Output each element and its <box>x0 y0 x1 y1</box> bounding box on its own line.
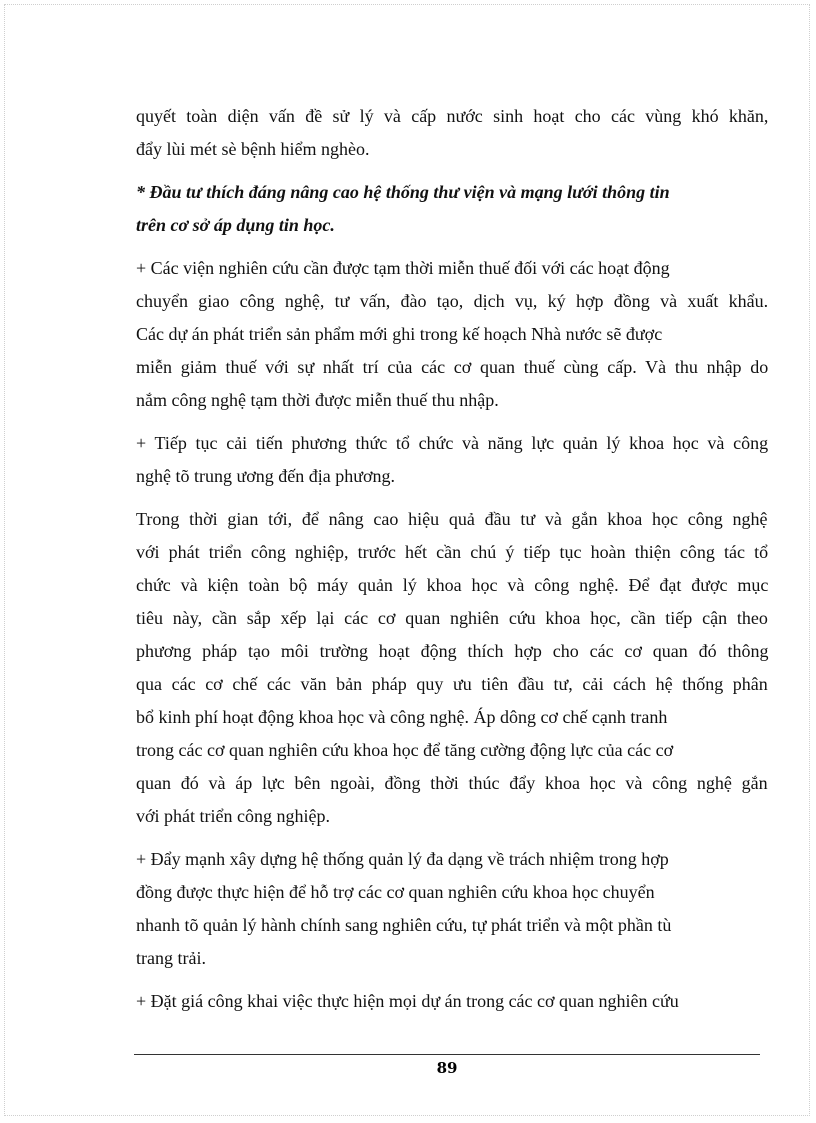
text-line: nắm công nghệ tạm thời được miễn thuế thu nhập. <box>136 390 499 410</box>
text-line: với phát triển công nghiệp, trước hết cần chú ý tiếp tục hoàn thiện công tác tổ <box>136 542 769 562</box>
text-line: phương pháp tạo môi trường hoạt động thích hợp cho các cơ quan đó thông <box>136 641 769 661</box>
text-line: chức và kiện toàn bộ máy quản lý khoa học và công nghệ. Để đạt được mục <box>136 575 769 595</box>
paragraph-5 <box>136 843 768 975</box>
text-line: Trong thời gian tới, để nâng cao hiệu quả đầu tư và gắn khoa học công nghệ <box>136 509 768 529</box>
text-line: trang trải. <box>136 948 206 968</box>
paragraph-4 <box>136 503 768 833</box>
text-line: tiêu này, cần sắp xếp lại các cơ quan nghiên cứu khoa học, cần tiếp cận theo <box>136 608 768 628</box>
text-line: + Đẩy mạnh xây dựng hệ thống quản lý đa dạng về trách nhiệm trong hợp <box>136 849 669 869</box>
text-line: trong các cơ quan nghiên cứu khoa học để tăng cường động lực của các cơ <box>136 740 674 760</box>
text-line: đẩy lùi mét sè bệnh hiểm nghèo. <box>136 139 370 159</box>
heading-line: trên cơ sở áp dụng tin học. <box>136 215 335 235</box>
footer-divider <box>134 1054 760 1055</box>
text-line: + Tiếp tục cải tiến phương thức tổ chức và năng lực quản lý khoa học và công <box>136 433 769 453</box>
text-line: nhanh tõ quản lý hành chính sang nghiên cứu, tự phát triển và một phần tù <box>136 915 672 935</box>
page-number: 89 <box>436 1059 458 1077</box>
paragraph-2 <box>136 252 768 417</box>
text-line: qua các cơ chế các văn bản pháp quy ưu tiên đầu tư, cải cách hệ thống phân <box>136 674 768 694</box>
section-heading <box>136 176 768 242</box>
text-line: quyết toàn diện vấn đề sử lý và cấp nước sinh hoạt cho các vùng khó khăn, <box>136 106 769 126</box>
text-line: + Các viện nghiên cứu cần được tạm thời miễn thuế đối với các hoạt động <box>136 258 670 278</box>
document-body <box>136 100 768 1028</box>
text-line: + Đặt giá công khai việc thực hiện mọi dự án trong các cơ quan nghiên cứu <box>136 991 679 1011</box>
text-line: miễn giảm thuế với sự nhất trí của các cơ quan thuế cùng cấp. Và thu nhập do <box>136 357 769 377</box>
text-line: với phát triển công nghiệp. <box>136 806 330 826</box>
text-line: chuyển giao công nghệ, tư vấn, đào tạo, dịch vụ, ký hợp đồng và xuất khẩu. <box>136 291 769 311</box>
text-line: quan đó và áp lực bên ngoài, đồng thời thúc đẩy khoa học và công nghệ gắn <box>136 773 768 793</box>
text-line: đồng được thực hiện để hỗ trợ các cơ quan nghiên cứu khoa học chuyển <box>136 882 655 902</box>
paragraph-3 <box>136 427 768 493</box>
text-line: Các dự án phát triển sản phẩm mới ghi trong kế hoạch Nhà nước sẽ được <box>136 324 663 344</box>
text-line: bổ kinh phí hoạt động khoa học và công nghệ. Áp dông cơ chế cạnh tranh <box>136 707 668 727</box>
paragraph-6 <box>136 985 768 1018</box>
text-line: nghệ tõ trung ương đến địa phương. <box>136 466 396 486</box>
paragraph-1 <box>136 100 768 166</box>
heading-line: * Đầu tư thích đáng nâng cao hệ thống thư viện và mạng lưới thông tin <box>136 182 670 202</box>
